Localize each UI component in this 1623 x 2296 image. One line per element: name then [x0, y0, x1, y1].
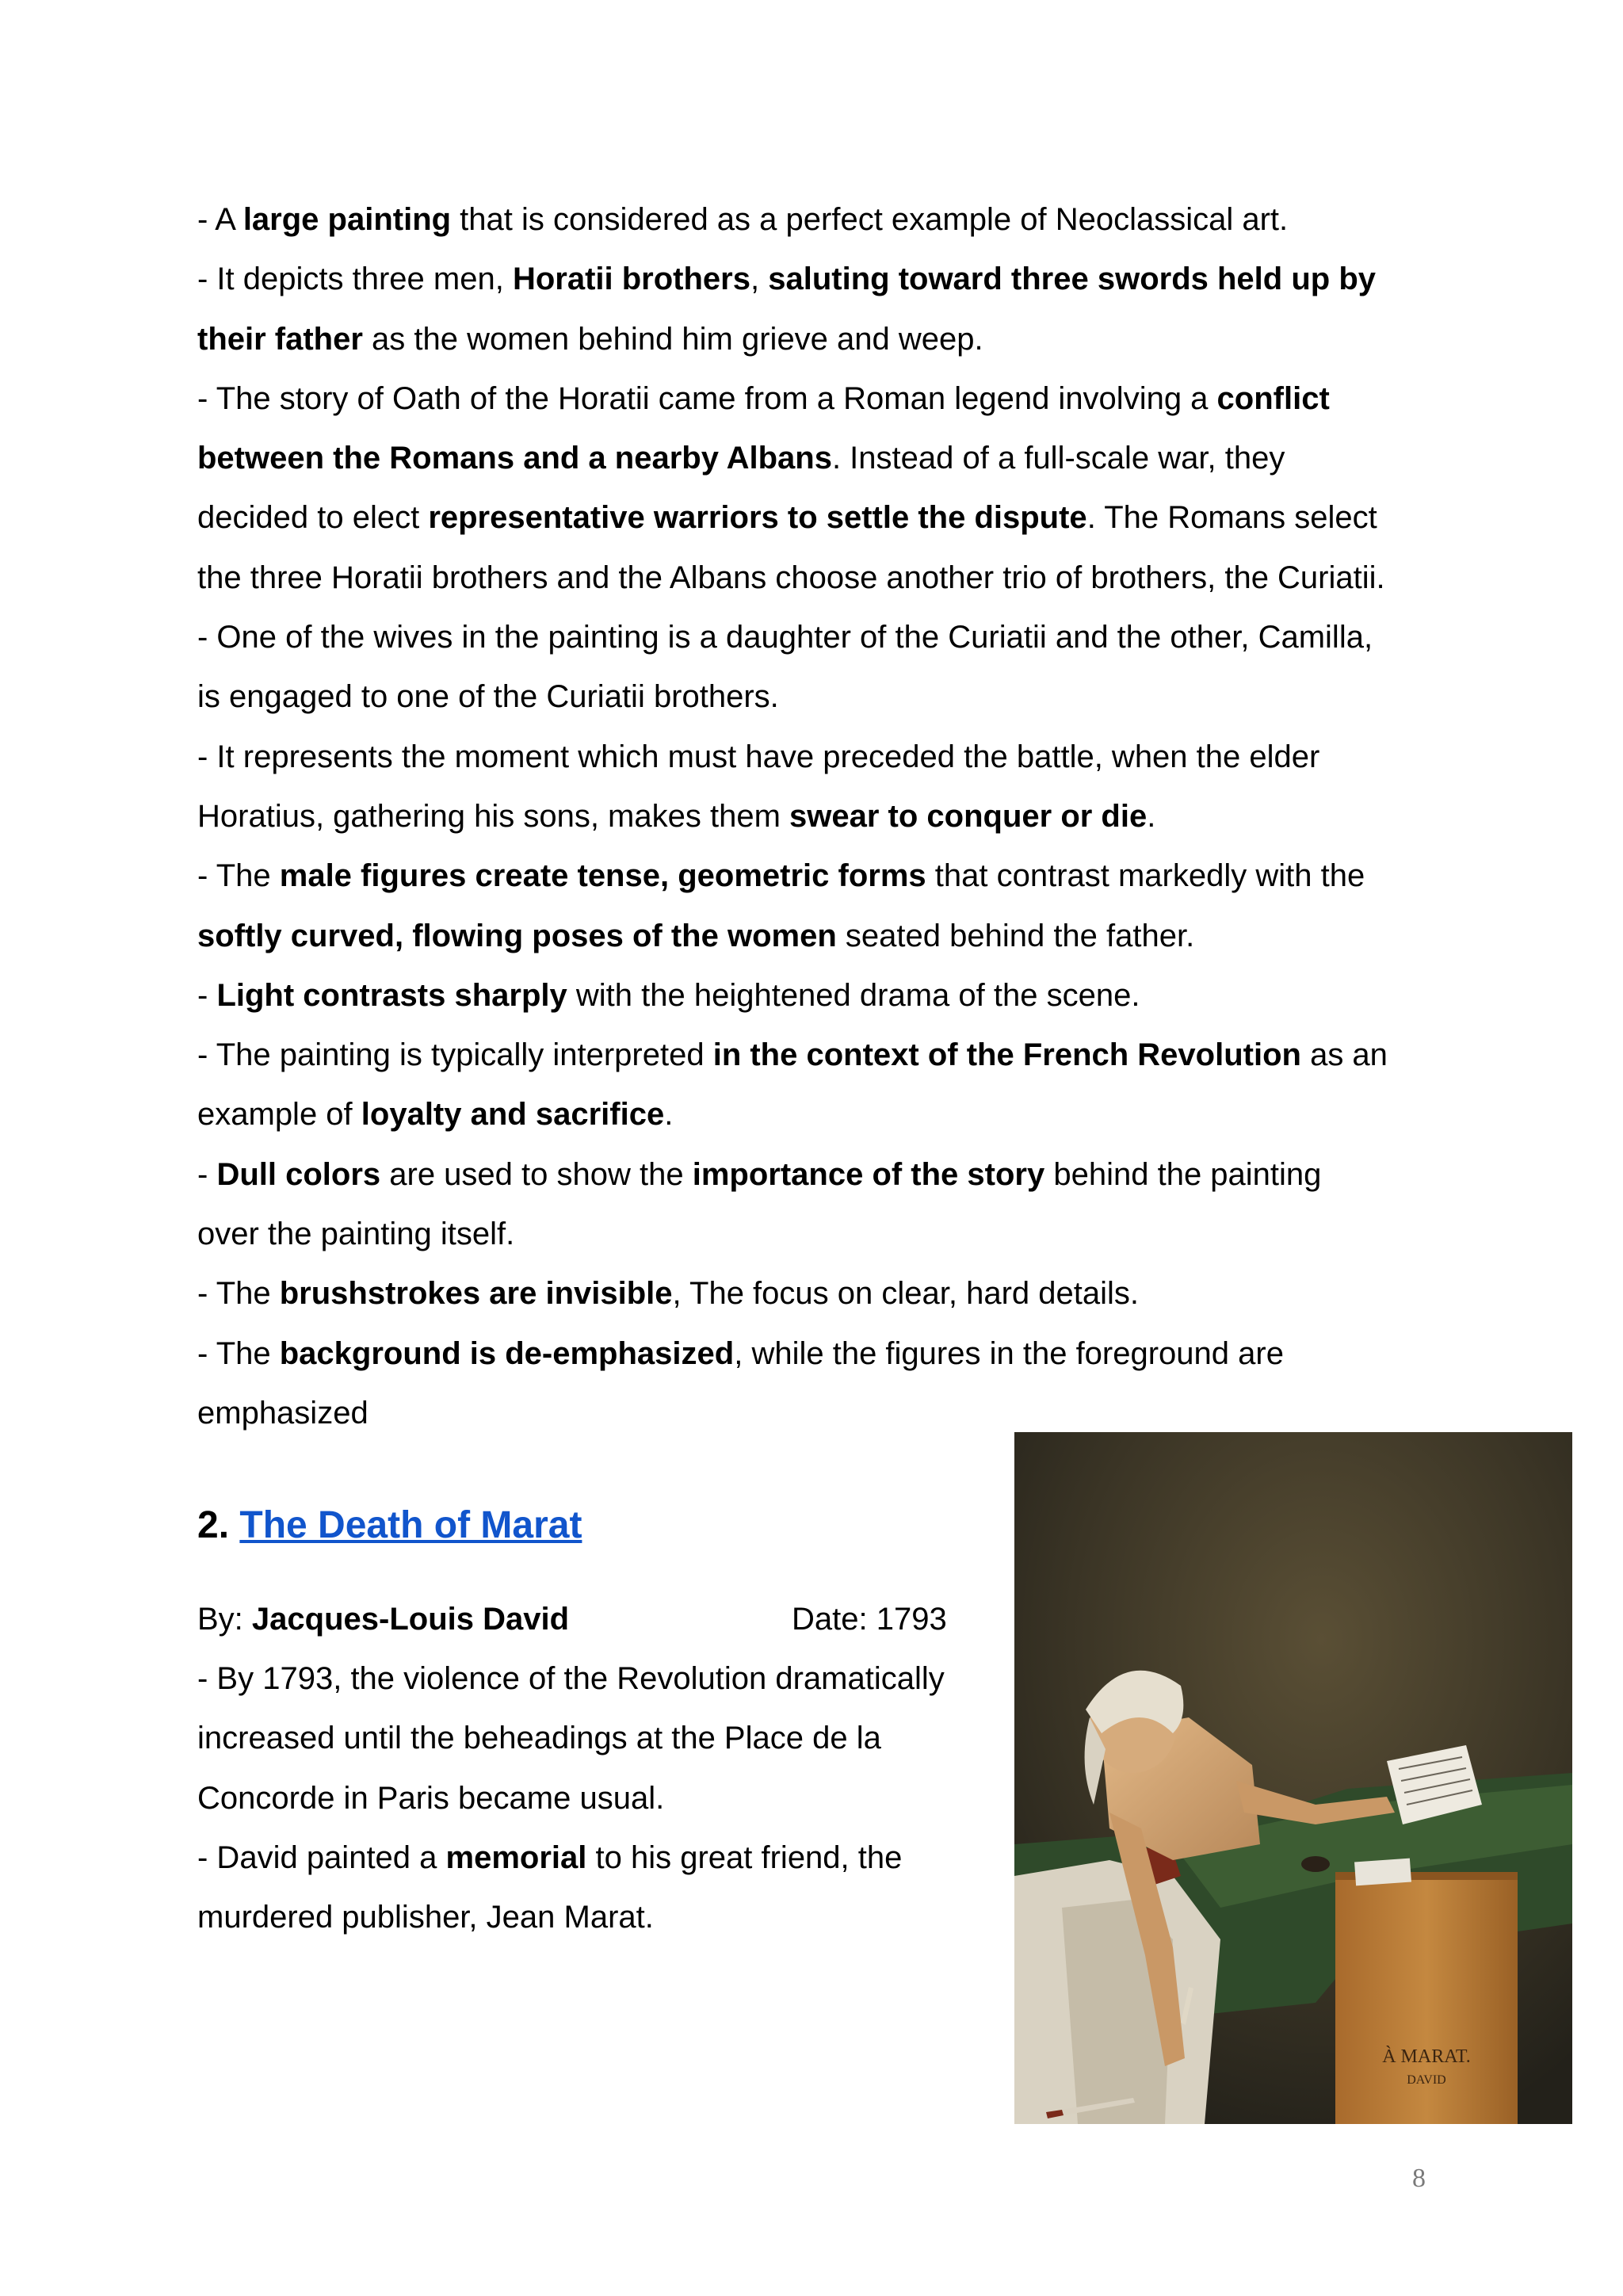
text-line	[197, 548, 1449, 608]
text-line	[197, 846, 1449, 906]
bold-text: loyalty and sacrifice	[361, 1097, 665, 1133]
text-line	[197, 1205, 1449, 1264]
text-run: - By 1793, the violence of the Revolution dramatically	[197, 1661, 945, 1696]
text-line	[197, 667, 1449, 727]
section-heading	[197, 1498, 990, 1553]
text-run: -	[197, 1156, 217, 1192]
text-run: behind the painting	[1044, 1156, 1322, 1192]
text-line	[197, 250, 1449, 309]
bold-text: Dull colors	[216, 1156, 381, 1192]
text-run: are used to show the	[380, 1156, 693, 1192]
text-line	[197, 190, 1449, 250]
bold-text: swear to conquer or die	[789, 798, 1148, 834]
byline	[197, 1590, 990, 1649]
text-line	[197, 310, 1449, 369]
text-run: - The	[197, 858, 280, 894]
text-line	[197, 1145, 1449, 1205]
bold-text: large painting	[242, 202, 452, 237]
bold-text: in the context of the French Revolution	[712, 1037, 1301, 1073]
section-line	[197, 1769, 990, 1828]
text-run: with the heightened drama of the scene.	[567, 977, 1140, 1013]
section-line	[197, 1709, 990, 1768]
bold-text: brushstrokes are invisible	[279, 1276, 673, 1312]
text-run: emphasized	[197, 1395, 369, 1431]
bold-text: saluting toward three swords held up by	[768, 262, 1376, 297]
bold-text: their father	[197, 321, 363, 357]
text-line	[197, 488, 1449, 548]
section-line	[197, 1649, 990, 1709]
section-number: 2.	[197, 1504, 230, 1546]
artist-name: Jacques-Louis David	[251, 1602, 570, 1637]
text-run: as an	[1300, 1037, 1388, 1073]
inscription-line2: DAVID	[1407, 2073, 1446, 2087]
bold-text: male figures create tense, geometric forms	[279, 858, 926, 894]
text-run: - A	[197, 202, 243, 237]
bold-text: Light contrasts sharply	[216, 977, 567, 1013]
text-run: is engaged to one of the Curiatii brothers.	[197, 679, 779, 715]
bold-text: Horatii brothers	[512, 262, 750, 297]
bold-text: representative warriors to settle the dispute	[428, 500, 1087, 536]
bold-text: between the Romans and a nearby Albans	[197, 441, 832, 476]
inscription-line1: À MARAT.	[1382, 2046, 1471, 2067]
text-line	[197, 1324, 1449, 1384]
text-run: murdered publisher, Jean Marat.	[197, 1900, 654, 1935]
text-run: - It represents the moment which must have preceded the battle, when the elder	[197, 739, 1320, 774]
text-run: - David painted a	[197, 1839, 446, 1875]
text-run: - One of the wives in the painting is a daughter of the Curiatii and the other, Camilla,	[197, 620, 1373, 655]
text-run: decided to elect	[197, 500, 429, 536]
text-run: the three Horatii brothers and the Albans choose another trio of brothers, the Curiatii.	[197, 560, 1385, 595]
text-run: .	[1147, 798, 1156, 834]
text-line	[197, 1026, 1449, 1085]
text-line	[197, 1085, 1449, 1144]
bold-text: softly curved, flowing poses of the women	[197, 918, 837, 953]
text-line	[197, 787, 1449, 846]
text-run: that is considered as a perfect example of Neoclassical art.	[451, 202, 1289, 237]
text-run: example of	[197, 1097, 361, 1133]
text-run: Concorde in Paris became usual.	[197, 1780, 665, 1816]
text-run: - The painting is typically interpreted	[197, 1037, 713, 1073]
text-run: , The focus on clear, hard details.	[672, 1276, 1140, 1312]
page-number: 8	[1412, 2164, 1426, 2193]
text-run: - The	[197, 1335, 280, 1371]
body-text	[197, 190, 1449, 1443]
text-run: seated behind the father.	[836, 918, 1195, 953]
text-line	[197, 608, 1449, 667]
section-text	[197, 1649, 990, 1947]
death-of-marat-painting	[1014, 1432, 1572, 2124]
text-run: - It depicts three men,	[197, 262, 513, 297]
text-run: increased until the beheadings at the Place de la	[197, 1721, 881, 1756]
text-run: Horatius, gathering his sons, makes them	[197, 798, 790, 834]
text-run: , while the figures in the foreground are	[734, 1335, 1284, 1371]
bold-text: memorial	[445, 1839, 587, 1875]
text-run: - The	[197, 1276, 280, 1312]
text-line	[197, 966, 1449, 1026]
section-line	[197, 1828, 990, 1888]
section-death-of-marat	[197, 1498, 990, 1947]
bold-text: importance of the story	[692, 1156, 1045, 1192]
text-line	[197, 1264, 1449, 1324]
text-line	[197, 369, 1449, 429]
text-run: . The Romans select	[1086, 500, 1377, 536]
bullet-list	[197, 190, 1449, 1443]
section-title-link[interactable]: The Death of Marat	[239, 1504, 582, 1546]
text-run: ,	[750, 262, 769, 297]
text-run: . Instead of a full-scale war, they	[831, 441, 1285, 476]
text-run: .	[664, 1097, 674, 1133]
painting-image	[1014, 1432, 1572, 2124]
date-text: Date: 1793	[792, 1602, 947, 1637]
text-run: as the women behind him grieve and weep.	[362, 321, 983, 357]
text-run: - The story of Oath of the Horatii came from a Roman legend involving a	[197, 380, 1217, 416]
text-run: -	[197, 977, 217, 1013]
text-line	[197, 728, 1449, 787]
by-label: By:	[197, 1602, 252, 1637]
text-run: to his great friend, the	[586, 1839, 903, 1875]
text-line	[197, 907, 1449, 966]
text-line	[197, 429, 1449, 488]
bold-text: background is de-emphasized	[279, 1335, 735, 1371]
section-line	[197, 1888, 990, 1947]
text-run: that contrast markedly with the	[926, 858, 1365, 894]
text-run: over the painting itself.	[197, 1217, 515, 1252]
bold-text: conflict	[1216, 380, 1330, 416]
